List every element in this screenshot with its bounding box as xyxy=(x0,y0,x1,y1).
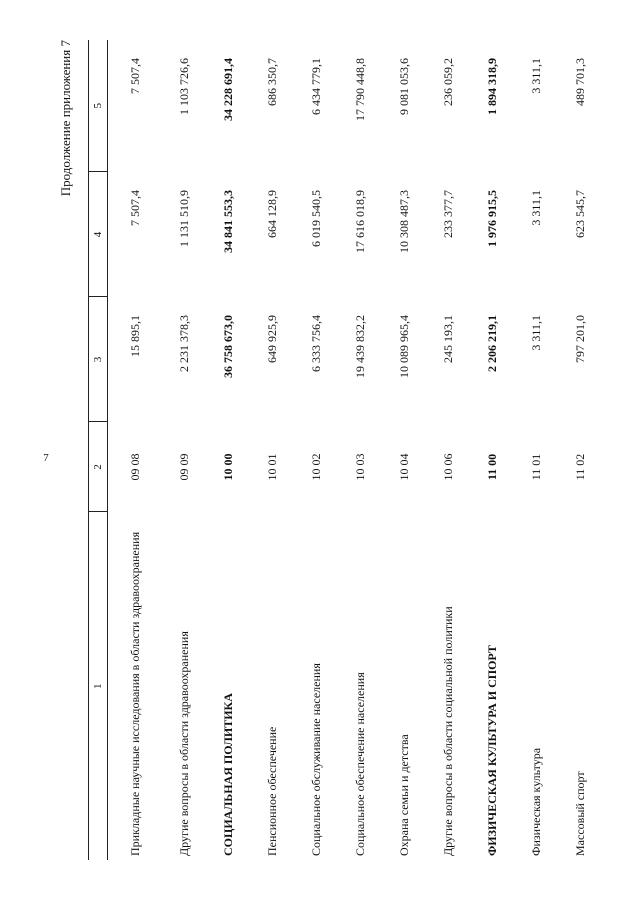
row-value-col4: 1 131 510,9 xyxy=(176,190,191,247)
row-value-col3: 36 758 673,0 xyxy=(220,315,235,378)
table-row xyxy=(382,40,426,860)
table-row xyxy=(470,40,514,860)
appendix-caption: Продолжение приложения 7 xyxy=(58,40,73,197)
row-name: Другие вопросы в области здравоохранения xyxy=(176,631,191,856)
table-row xyxy=(338,40,382,860)
row-value-col4: 10 308 487,3 xyxy=(396,190,411,253)
column-header-1: 1 xyxy=(89,512,108,860)
row-value-col5: 9 081 053,6 xyxy=(396,58,411,115)
row-name: Пенсионное обеспечение xyxy=(264,726,279,856)
row-value-col3: 10 089 965,4 xyxy=(396,315,411,378)
table-row xyxy=(108,40,163,860)
table-row xyxy=(206,40,250,860)
row-value-col3: 19 439 832,2 xyxy=(352,315,367,378)
row-name: Социальное обслуживание населения xyxy=(308,663,323,856)
row-name: Социальное обеспечение населения xyxy=(352,672,367,856)
page-number: 7 xyxy=(43,452,49,464)
row-value-col3: 2 231 378,3 xyxy=(176,315,191,372)
table-row xyxy=(294,40,338,860)
row-value-col5: 686 350,7 xyxy=(264,58,279,106)
row-code: 10 01 xyxy=(264,453,279,481)
row-name: Другие вопросы в области социальной политики xyxy=(440,606,455,856)
table-row xyxy=(558,40,602,860)
row-value-col4: 7 507,4 xyxy=(127,190,142,226)
column-header-4: 4 xyxy=(89,172,108,297)
row-value-col5: 1 894 318,9 xyxy=(484,58,499,115)
table-row xyxy=(162,40,206,860)
column-header-5: 5 xyxy=(89,40,108,172)
row-code: 09 09 xyxy=(176,453,191,481)
row-code: 11 01 xyxy=(528,453,543,481)
row-value-col4: 233 377,7 xyxy=(440,190,455,238)
row-name: Физическая культура xyxy=(528,747,543,856)
row-value-col4: 6 019 540,5 xyxy=(308,190,323,247)
row-value-col4: 664 128,9 xyxy=(264,190,279,238)
row-value-col5: 6 434 779,1 xyxy=(308,58,323,115)
row-value-col5: 3 311,1 xyxy=(528,58,543,94)
column-header-3: 3 xyxy=(89,297,108,422)
table-header-row xyxy=(89,40,108,860)
row-value-col3: 2 206 219,1 xyxy=(484,315,499,372)
column-header-2: 2 xyxy=(89,422,108,512)
row-name: Прикладные научные исследования в области здравоохранения xyxy=(127,531,142,856)
row-value-col5: 17 790 448,8 xyxy=(352,58,367,121)
row-code: 10 04 xyxy=(396,453,411,481)
row-name: Охрана семьи и детства xyxy=(396,734,411,856)
row-value-col3: 245 193,1 xyxy=(440,315,455,363)
row-code: 11 02 xyxy=(572,453,587,481)
table-row xyxy=(514,40,558,860)
row-value-col3: 797 201,0 xyxy=(572,315,587,363)
row-code: 09 08 xyxy=(127,453,142,481)
row-code: 10 02 xyxy=(308,453,323,481)
row-name: Массовый спорт xyxy=(572,771,587,856)
budget-table xyxy=(88,40,602,860)
row-code: 10 06 xyxy=(440,453,455,481)
row-value-col5: 236 059,2 xyxy=(440,58,455,106)
row-value-col3: 3 311,1 xyxy=(528,315,543,351)
row-value-col4: 1 976 915,5 xyxy=(484,190,499,247)
row-value-col4: 17 616 018,9 xyxy=(352,190,367,253)
row-value-col4: 3 311,1 xyxy=(528,190,543,226)
rotated-page xyxy=(58,40,588,860)
row-value-col5: 7 507,4 xyxy=(127,58,142,94)
row-value-col3: 649 925,9 xyxy=(264,315,279,363)
table-row xyxy=(250,40,294,860)
row-name: СОЦИАЛЬНАЯ ПОЛИТИКА xyxy=(220,693,235,856)
row-value-col5: 34 228 691,4 xyxy=(220,58,235,121)
row-code: 10 03 xyxy=(352,453,367,481)
table-row xyxy=(426,40,470,860)
row-value-col5: 1 103 726,6 xyxy=(176,58,191,115)
row-name: ФИЗИЧЕСКАЯ КУЛЬТУРА И СПОРТ xyxy=(484,645,499,856)
row-value-col4: 623 545,7 xyxy=(572,190,587,238)
row-value-col3: 15 895,1 xyxy=(127,315,142,357)
row-code: 10 00 xyxy=(220,453,235,481)
row-value-col3: 6 333 756,4 xyxy=(308,315,323,372)
row-value-col4: 34 841 553,3 xyxy=(220,190,235,253)
row-value-col5: 489 701,3 xyxy=(572,58,587,106)
row-code: 11 00 xyxy=(484,453,499,481)
